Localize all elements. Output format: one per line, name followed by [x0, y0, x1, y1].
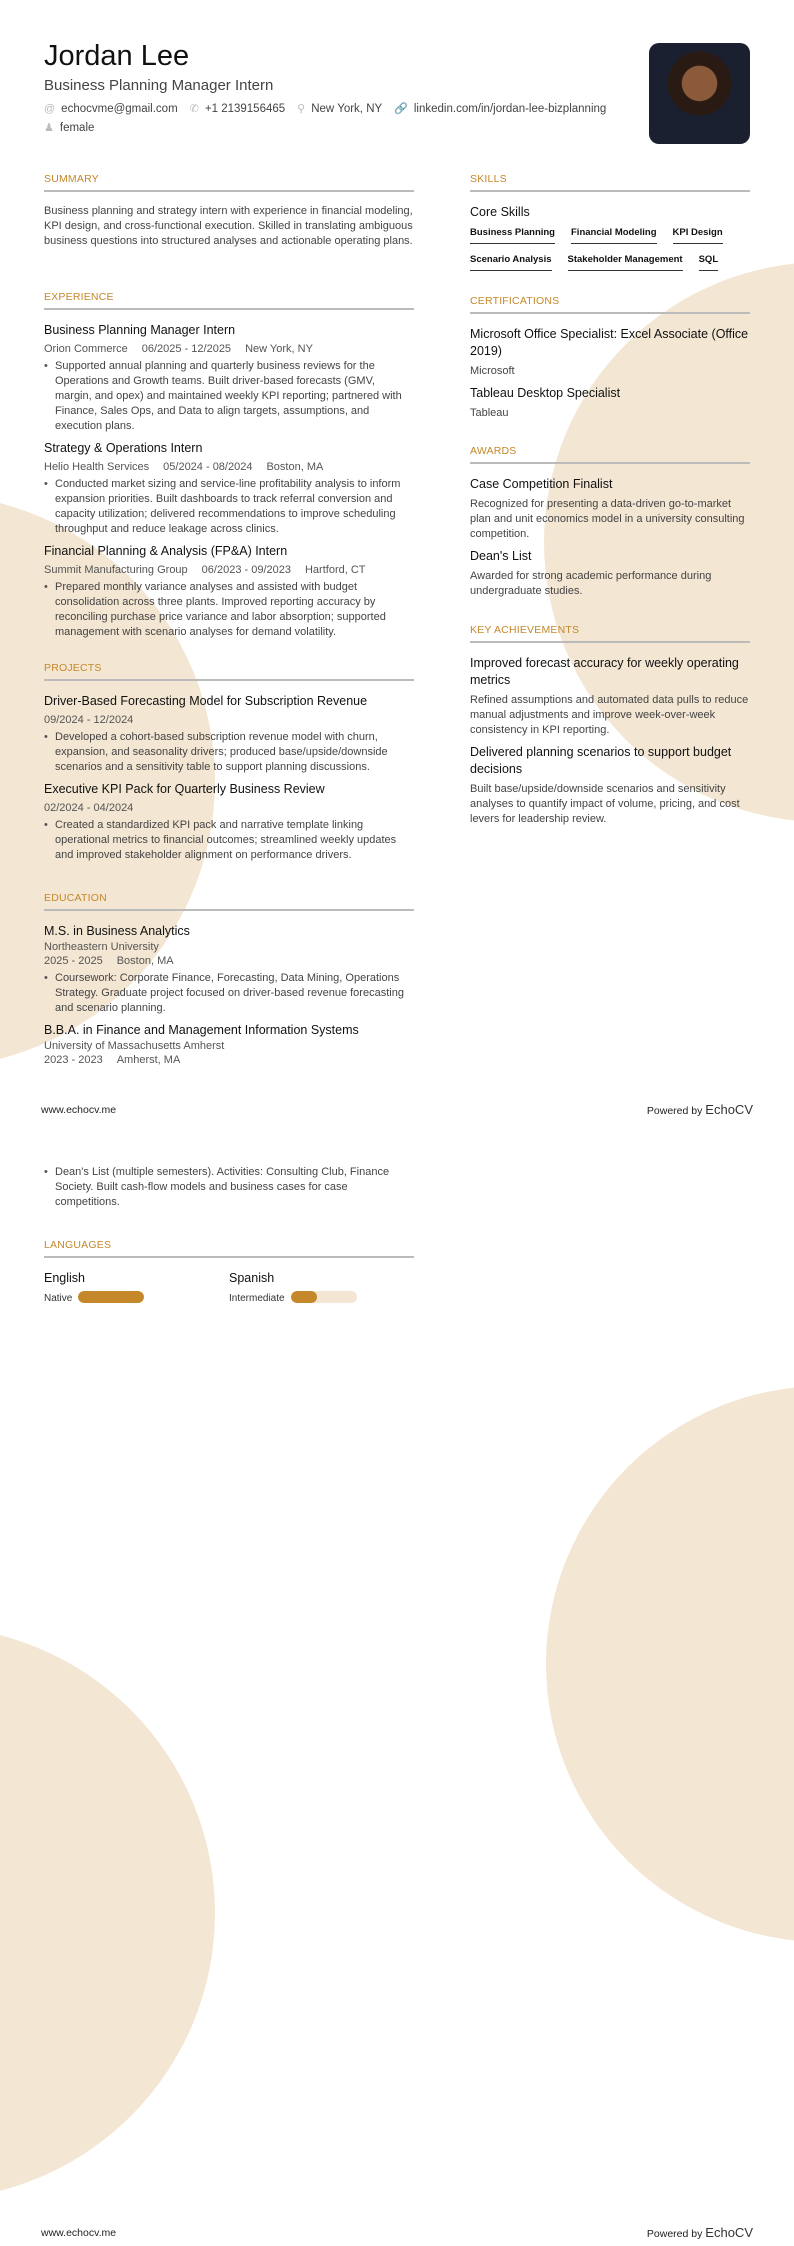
person-icon: ♟ [44, 122, 54, 134]
section-heading: EXPERIENCE [44, 291, 414, 310]
skill-tag: SQL [699, 254, 719, 271]
skills-section [470, 173, 750, 271]
skill-tag: Scenario Analysis [470, 254, 552, 271]
cert-name: Tableau Desktop Specialist [470, 386, 621, 400]
project-item: Driver-Based Forecasting Model for Subscription Revenue 09/2024 - 12/2024 • Developed a cohort-based subscription revenue model with churn, expansion, and seasonality drivers; produced base/upside/downside scenarios and a sensitivity table to support planning discussions. [44, 693, 414, 775]
skill-tag: KPI Design [673, 227, 723, 244]
section-heading: PROJECTS [44, 662, 414, 681]
section-heading: CERTIFICATIONS [470, 295, 750, 314]
skill-tag: Stakeholder Management [568, 254, 683, 271]
summary-section [44, 173, 414, 249]
experience-section [44, 291, 414, 646]
section-heading: SKILLS [470, 173, 750, 192]
projects-section [44, 662, 414, 869]
contact-phone[interactable]: ✆ +1 2139156465 [189, 102, 286, 115]
link-icon: 🔗 [394, 103, 408, 115]
contact-location: ⚲ New York, NY [297, 102, 383, 115]
language-item: Spanish Intermediate [229, 1270, 414, 1306]
section-heading: LANGUAGES [44, 1239, 414, 1258]
section-heading: EDUCATION [44, 892, 414, 911]
skill-tag: Financial Modeling [571, 227, 657, 244]
section-heading: SUMMARY [44, 173, 414, 192]
cert-issuer: Microsoft [470, 365, 515, 377]
education-item: B.B.A. in Finance and Management Information Systems University of Massachusetts Amherst 2023 - 2023 Amherst, MA [44, 1023, 359, 1066]
language-item: English Native [44, 1270, 229, 1306]
decor-circle [546, 1386, 794, 1942]
contact-linkedin[interactable]: 🔗 linkedin.com/in/jordan-lee-bizplanning [394, 102, 607, 115]
section-heading: KEY ACHIEVEMENTS [470, 624, 750, 643]
award-desc: Recognized for presenting a data-driven go-to-market plan and unit economics model in a university consulting competition. [470, 498, 745, 540]
proficiency-bar [78, 1291, 144, 1303]
profile-photo [649, 43, 750, 144]
footer-powered: Powered by EchoCV [646, 1102, 753, 1117]
languages-section [44, 1239, 414, 1306]
echocv-logo: EchoCV [705, 2225, 753, 2240]
cert-issuer: Tableau [470, 407, 509, 419]
decor-circle [0, 1626, 215, 2200]
proficiency-bar [291, 1291, 357, 1303]
education-section [44, 892, 414, 1070]
location-icon: ⚲ [297, 103, 306, 115]
education-item: M.S. in Business Analytics Northeastern University 2025 - 2025 Boston, MA • Coursework: Corporate Finance, Forecasting, Data Mining, Operations Strategy. Graduate project focused on driver-based revenue forecasting and scenario planning. [44, 923, 414, 1016]
summary-text: Business planning and strategy intern with experience in financial modeling, KPI design, and cross-functional execution. Skilled in translating ambiguous business questions into structured analyses and actionable operating plans. [44, 205, 413, 247]
award-name: Case Competition Finalist [470, 477, 613, 491]
skill-group-title: Core Skills [470, 205, 530, 219]
certifications-section [470, 295, 750, 421]
awards-section [470, 445, 750, 599]
achievement-name: Delivered planning scenarios to support budget decisions [470, 745, 732, 776]
experience-item: Business Planning Manager Intern Orion Commerce 06/2025 - 12/2025 New York, NY • Supported annual planning and quarterly business reviews for the Operations and Growth teams. Built driver-based forecasts (GMV, margin, and opex) and maintained weekly KPI reporting; partnered with Finance, Sales Ops, and Data to align targets, assumptions, and execution plans. [44, 322, 414, 434]
contact-list [44, 102, 644, 134]
cert-name: Microsoft Office Specialist: Excel Associate (Office 2019) [470, 327, 749, 358]
experience-item: Financial Planning & Analysis (FP&A) Intern Summit Manufacturing Group 06/2023 - 09/2023 Hartford, CT • Prepared monthly variance analyses and assisted with budget consolidation across three plants. Improved reporting accuracy by reconciling purchase price variance and labor absorption; supported management with scenario analyses for demand volatility. [44, 543, 414, 640]
contact-email[interactable]: @ echocvme@gmail.com [44, 102, 178, 115]
phone-icon: ✆ [189, 103, 199, 115]
contact-gender: ♟ female [44, 121, 95, 134]
project-item: Executive KPI Pack for Quarterly Business Review 02/2024 - 04/2024 • Created a standardized KPI pack and narrative template linking operational metrics to financial outcomes; streamlined weekly updates and improved stakeholder alignment on performance drivers. [44, 781, 414, 863]
award-name: Dean's List [470, 549, 532, 563]
achievement-desc: Refined assumptions and automated data pulls to reduce manual adjustments and improve week-over-week consistency in KPI reporting. [470, 694, 749, 736]
footer-site-link[interactable]: www.echocv.me [41, 1104, 117, 1116]
resume-page-2 [0, 1123, 794, 2246]
echocv-logo: EchoCV [705, 1102, 753, 1117]
candidate-name: Jordan Lee [44, 40, 190, 72]
education-continued: • Dean's List (multiple semesters). Activities: Consulting Club, Finance Society. Built cash-flow models and business cases for case competitions. [44, 1165, 414, 1216]
achievements-section [470, 624, 750, 827]
at-icon: @ [44, 102, 56, 115]
candidate-title: Business Planning Manager Intern [44, 77, 274, 94]
achievement-name: Improved forecast accuracy for weekly operating metrics [470, 656, 739, 687]
award-desc: Awarded for strong academic performance during undergraduate studies. [470, 570, 712, 597]
experience-item: Strategy & Operations Intern Helio Health Services 05/2024 - 08/2024 Boston, MA • Conducted market sizing and service-line profitability analysis to inform expansion priorities. Built dashboards to track referral conversion and capacity utilization; delivered recommendations to improve scheduling throughput and reduce leakage across clinics. [44, 440, 414, 537]
footer-site-link[interactable]: www.echocv.me [41, 2227, 117, 2239]
achievement-desc: Built base/upside/downside scenarios and sensitivity analyses to quantify impact of volume, pricing, and cost levers for leadership review. [470, 783, 740, 825]
footer-powered: Powered by EchoCV [646, 2225, 753, 2240]
section-heading: AWARDS [470, 445, 750, 464]
skill-tag: Business Planning [470, 227, 555, 244]
